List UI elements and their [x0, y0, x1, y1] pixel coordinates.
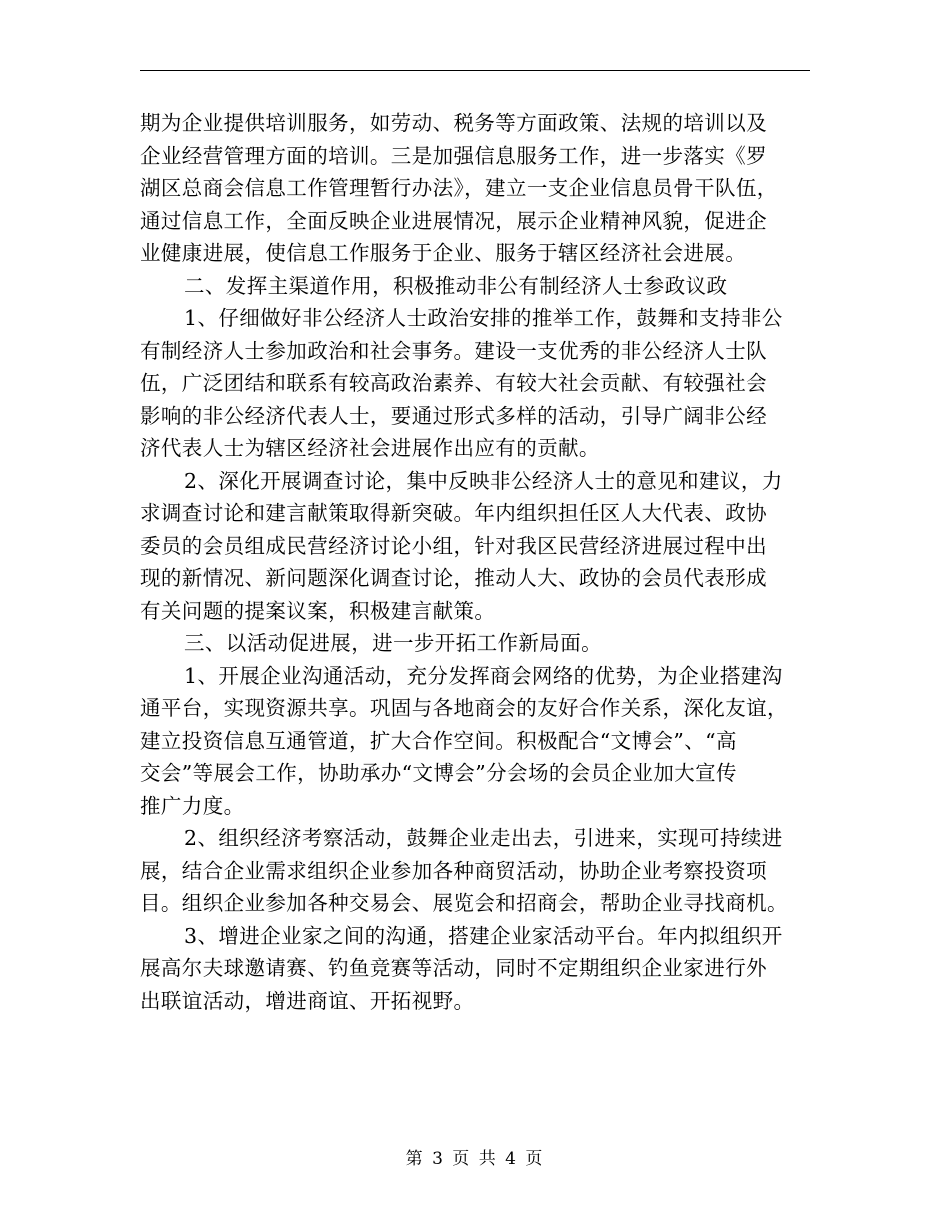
- text-line: 3、增进企业家之间的沟通，搭建企业家活动平台。年内拟组织开: [184, 923, 783, 948]
- text-line: 济代表人士为辖区经济社会进展作出应有的贡献。: [140, 436, 600, 460]
- text-line: 委员的会员组成民营经济讨论小组，针对我区民营经济进展过程中出: [140, 533, 767, 558]
- text-line: 展高尔夫球邀请赛、钓鱼竞赛等活动，同时不定期组织企业家进行外: [140, 956, 767, 980]
- text-line: 展，结合企业需求组织企业参加各种商贸活动，协助企业考察投资项: [140, 858, 767, 883]
- text-line: 出联谊活动，增进商谊、开拓视野。: [140, 988, 475, 1013]
- document-body: [140, 107, 810, 1017]
- text-line: 推广力度。: [140, 793, 245, 818]
- header-rule: [140, 70, 810, 71]
- text-line: 三、以活动促进展，进一步开拓工作新局面。: [184, 631, 602, 655]
- text-line: 伍，广泛团结和联系有较高政治素养、有较大社会贡献、有较强社会: [140, 371, 767, 395]
- text-line: 通过信息工作，全面反映企业进展情况，展示企业精神风貌，促进企: [140, 208, 767, 233]
- text-line: 通平台，实现资源共享。巩固与各地商会的友好合作关系，深化友谊，: [140, 696, 788, 720]
- text-line: 二、发挥主渠道作用，积极推动非公有制经济人士参政议政: [184, 273, 728, 298]
- text-line: 交会”等展会工作，协助承办“文博会”分会场的会员企业加大宣传: [140, 761, 737, 785]
- text-line: 建立投资信息互通管道，扩大合作空间。积极配合“文博会”、“高: [140, 728, 737, 753]
- text-line: 有关问题的提案议案，积极建言献策。: [140, 598, 496, 623]
- text-line: 现的新情况、新问题深化调查讨论，推动人大、政协的会员代表形成: [140, 566, 767, 590]
- text-line: 2、组织经济考察活动，鼓舞企业走出去，引进来，实现可持续进: [184, 826, 783, 850]
- text-line: 期为企业提供培训服务，如劳动、税务等方面政策、法规的培训以及: [140, 111, 767, 135]
- text-line: 1、仔细做好非公经济人士政治安排的推举工作，鼓舞和支持非公: [184, 306, 783, 330]
- text-line: 1、开展企业沟通活动，充分发挥商会网络的优势，为企业搭建沟: [184, 663, 783, 688]
- text-line: 企业经营管理方面的培训。三是加强信息服务工作，进一步落实《罗: [140, 143, 767, 168]
- page-footer: 第 3 页 共 4 页: [405, 1149, 545, 1169]
- text-line: 业健康进展，使信息工作服务于企业、服务于辖区经济社会进展。: [140, 241, 747, 265]
- text-line: 影响的非公经济代表人士，要通过形式多样的活动，引导广阔非公经: [140, 403, 767, 428]
- text-line: 2、深化开展调查讨论，集中反映非公经济人士的意见和建议，力: [184, 468, 783, 493]
- text-line: 目。组织企业参加各种交易会、展览会和招商会，帮助企业寻找商机。: [140, 891, 788, 915]
- text-line: 有制经济人士参加政治和社会事务。建设一支优秀的非公经济人士队: [140, 338, 767, 363]
- text-line: 求调查讨论和建言献策取得新突破。年内组织担任区人大代表、政协: [140, 501, 767, 525]
- text-line: 湖区总商会信息工作管理暂行办法》，建立一支企业信息员骨干队伍，: [140, 176, 778, 200]
